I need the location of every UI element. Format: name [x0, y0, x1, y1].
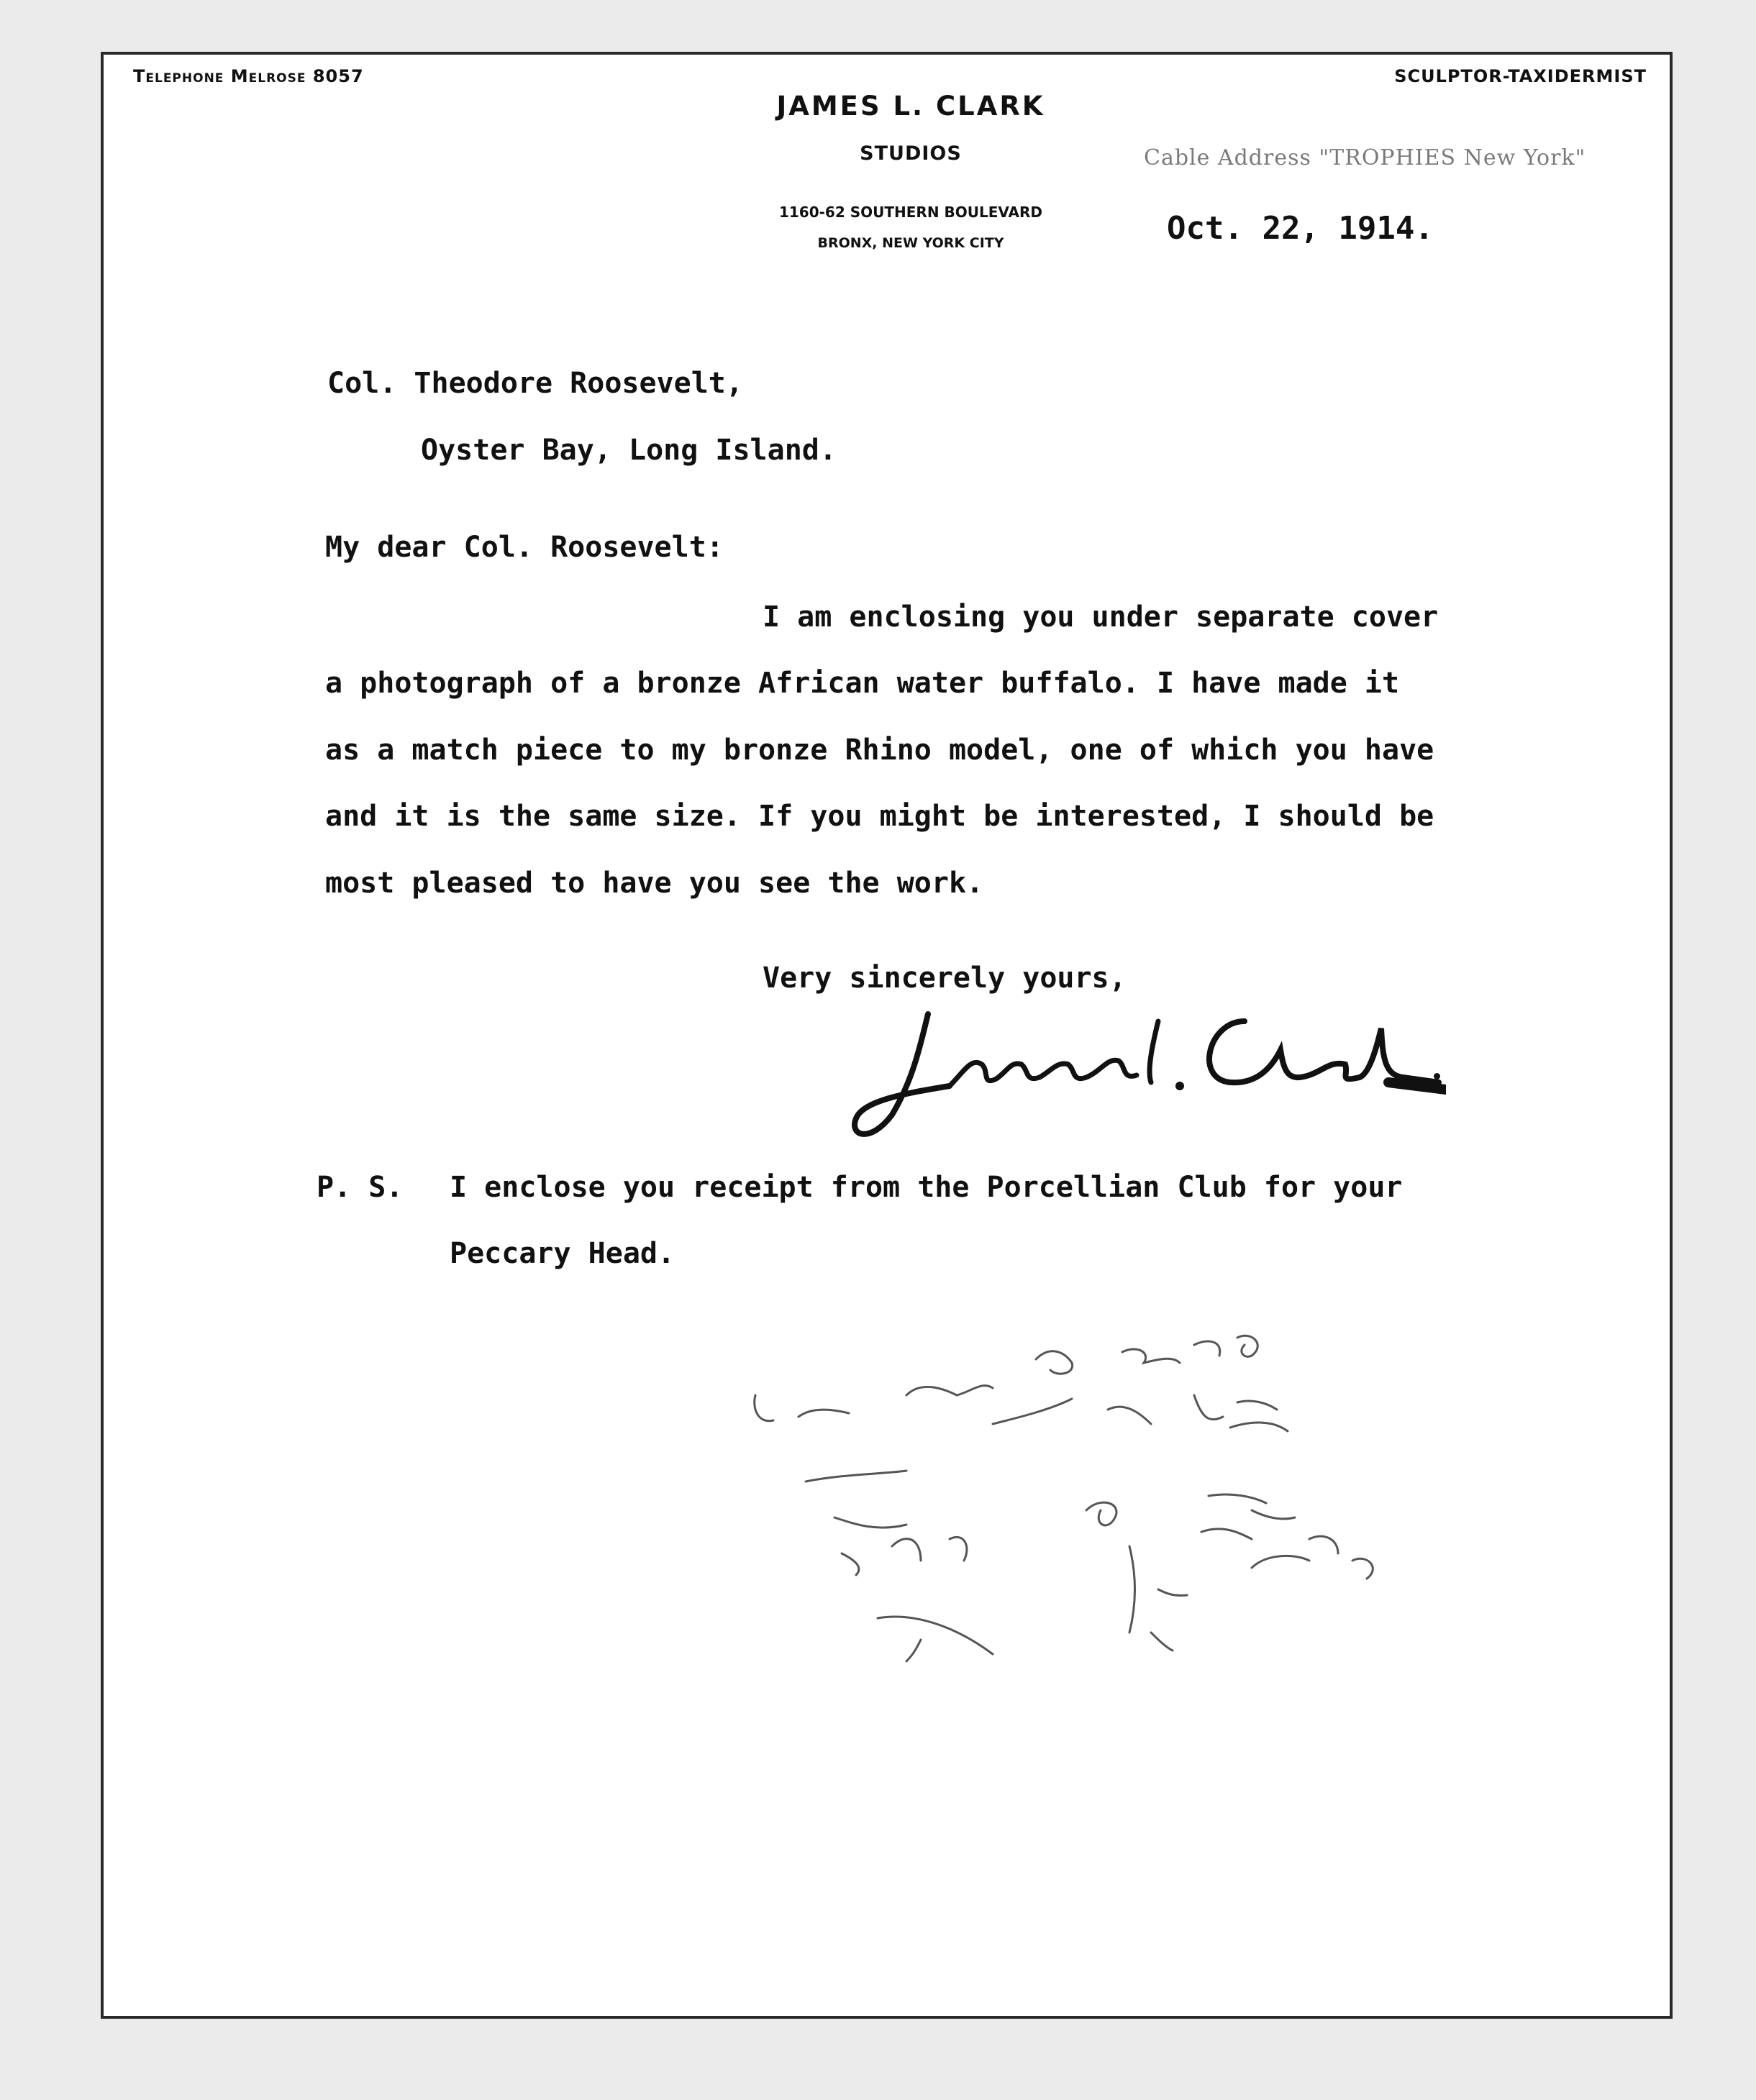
letter-date: Oct. 22, 1914. [1167, 210, 1434, 247]
salutation: My dear Col. Roosevelt: [325, 531, 724, 564]
letterhead-name: JAMES L. CLARK [776, 91, 1045, 122]
body-line: a photograph of a bronze African water buffalo. I have made it [325, 667, 1400, 700]
ps-line: I enclose you receipt from the Porcellian Club for your [450, 1171, 1403, 1204]
signature [842, 992, 1446, 1165]
letterhead-trade: SCULPTOR-TAXIDERMIST [1394, 66, 1647, 86]
recipient-name: Col. Theodore Roosevelt, [327, 367, 743, 400]
body-line: I am enclosing you under separate cover [763, 601, 1439, 634]
letterhead-telephone: Telephone Melrose 8057 [133, 66, 364, 86]
signature-period [1434, 1073, 1440, 1079]
letterhead-address-line1: 1160-62 SOUTHERN BOULEVARD [778, 204, 1043, 221]
body-line: as a match piece to my bronze Rhino model, one of which you have [325, 734, 1434, 767]
ps-line: Peccary Head. [450, 1237, 675, 1270]
shorthand-annotation [734, 1330, 1439, 1690]
body-line: most pleased to have you see the work. [325, 867, 984, 900]
body-line: and it is the same size. If you might be interested, I should be [325, 800, 1434, 833]
closing: Very sincerely yours, [763, 962, 1127, 995]
letterhead-cable-address: Cable Address "TROPHIES New York" [1144, 145, 1586, 170]
recipient-address: Oyster Bay, Long Island. [421, 434, 837, 467]
letterhead-studios: STUDIOS [860, 142, 962, 165]
letterhead-address-line2: BRONX, NEW YORK CITY [817, 235, 1004, 251]
ps-label: P. S. [317, 1171, 404, 1204]
